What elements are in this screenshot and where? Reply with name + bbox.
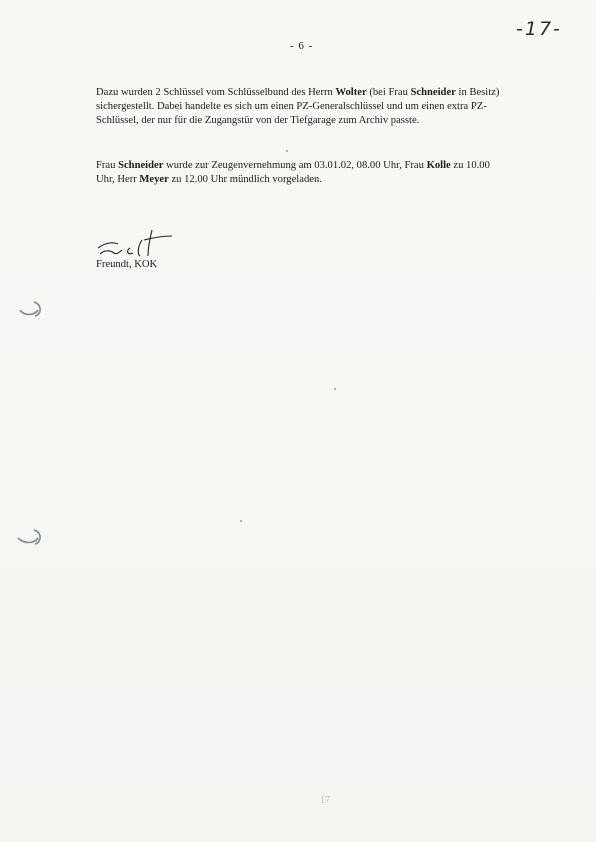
text: in Besitz) sichergestellt. Dabei handelte es sich um einen PZ-Generalschlüssel und um einen extra PZ-Schlüssel, der nur für die Zugangstür von der Tiefgarage zum Archiv passte. xyxy=(96,87,500,127)
signer-name: Freundt, KOK xyxy=(96,259,158,270)
paragraph-witness-summons xyxy=(96,159,508,187)
paragraph-keys-secured xyxy=(96,86,508,129)
punch-hole-mark xyxy=(14,298,44,320)
handwritten-page-number: -17- xyxy=(516,18,562,40)
scan-speck xyxy=(334,388,336,390)
text: zu 12.00 Uhr mündlich vorgeladen. xyxy=(168,174,322,186)
faint-bleed-through-mark: 17 xyxy=(320,795,330,806)
name-wolter: Wolter xyxy=(335,87,367,98)
scan-speck xyxy=(286,150,288,152)
name-schneider: Schneider xyxy=(410,87,456,98)
text: Frau xyxy=(96,160,119,171)
name-schneider: Schneider xyxy=(118,160,164,171)
punch-hole-mark xyxy=(14,526,44,548)
text: zu 10.00 Uhr, Herr xyxy=(96,160,490,186)
name-kolle: Kolle xyxy=(426,160,451,171)
text: (bei Frau xyxy=(366,87,411,98)
scan-speck xyxy=(240,520,242,522)
name-meyer: Meyer xyxy=(139,174,169,186)
text: wurde zur Zeugenvernehmung am 03.01.02, 08.00 Uhr, Frau xyxy=(163,160,427,171)
handwritten-signature xyxy=(92,226,192,262)
text: Dazu wurden 2 Schlüssel vom Schlüsselbund des Herrn xyxy=(96,87,336,98)
page-number: - 6 - xyxy=(290,40,314,52)
